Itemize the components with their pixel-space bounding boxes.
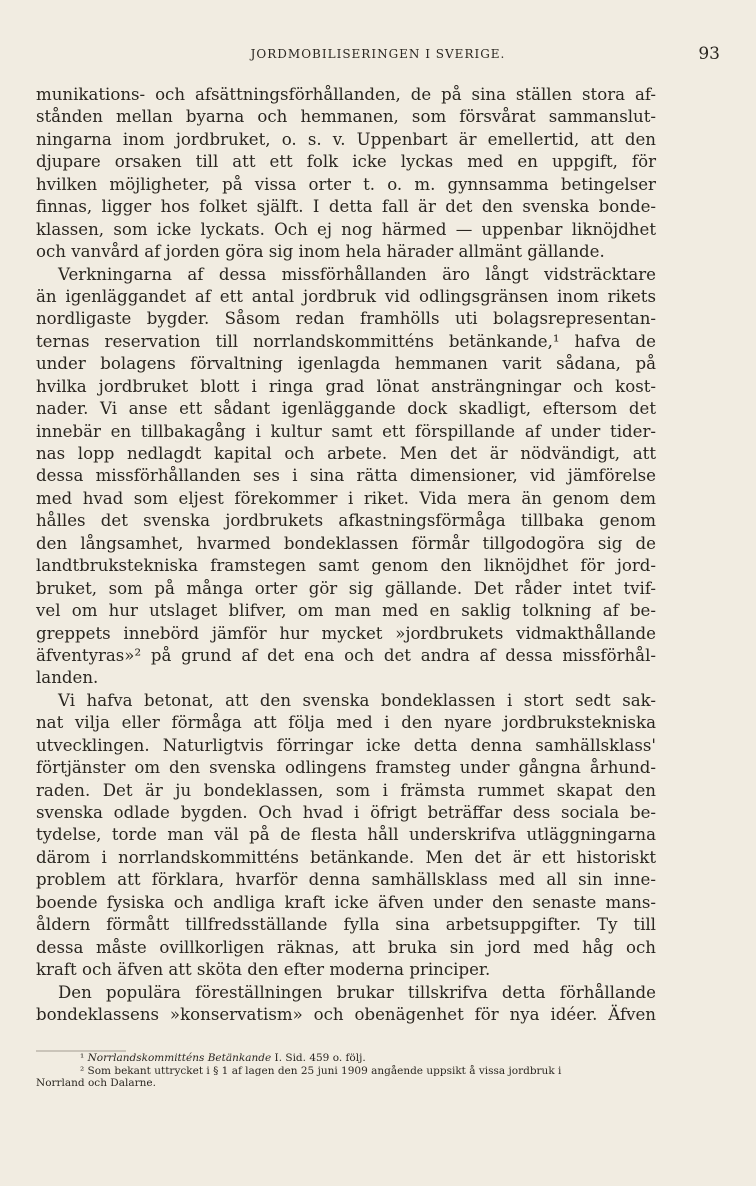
text-line: hålles det svenska jordbrukets afkastningsförmåga tillbaka genom: [36, 511, 656, 531]
footnote-2-line-1: ² Som bekant uttrycket i § 1 af lagen den 25 juni 1909 angående uppsikt å vissa jordbruk i: [80, 1064, 562, 1077]
text-line: dessa måste ovillkorligen räknas, att bruka sin jord med håg och: [36, 937, 656, 957]
body-text: [36, 84, 656, 1026]
text-line: äfventyras»² på grund af det ena och det andra af dessa missförhål-: [36, 645, 656, 665]
text-line: nas lopp nedlagdt kapital och arbete. Men det är nödvändigt, att: [36, 444, 656, 463]
text-line: Vi hafva betonat, att den svenska bondeklassen i stort sedt sak-: [58, 690, 656, 710]
text-line: den långsamhet, hvarmed bondeklassen förmår tillgodogöra sig de: [36, 533, 656, 553]
text-line: landen.: [36, 668, 99, 688]
text-line: finnas, ligger hos folket själft. I detta fall är det den svenska bonde-: [36, 197, 656, 217]
text-line: hvilken möjligheter, på vissa orter t. o. m. gynnsamma betingelser: [36, 174, 656, 194]
text-line: nat vilja eller förmåga att följa med i den nyare jordbrukstekniska: [36, 713, 656, 733]
text-line: ternas reservation till norrlandskommitténs betänkande,¹ hafva de: [36, 331, 656, 351]
text-line: djupare orsaken till att ett folk icke lyckas med en uppgift, för: [36, 152, 656, 172]
footnote-1: [36, 1052, 656, 1065]
footnotes: [36, 1052, 656, 1090]
text-line: än igenläggandet af ett antal jordbruk vid odlingsgränsen inom rikets: [36, 286, 656, 306]
footnote-2-line-2: Norrland och Dalarne.: [36, 1077, 156, 1089]
text-line: nordligaste bygder. Såsom redan framhölls uti bolagsrepresentan-: [36, 309, 656, 329]
text-line: nader. Vi anse ett sådant igenläggande dock skadligt, eftersom det: [36, 399, 656, 419]
text-line: landtbrukstekniska framstegen samt genom den liknöjdhet för jord-: [36, 556, 656, 576]
text-line: stånden mellan byarna och hemmanen, som försvårat sammanslut-: [36, 107, 656, 127]
running-head: JORDMOBILISERINGEN I SVERIGE.: [250, 47, 506, 61]
footnote-1-marker: ¹: [80, 1052, 85, 1064]
text-line: kraft och äfven att sköta den efter moderna principer.: [36, 960, 491, 980]
text-line: raden. Det är ju bondeklassen, som i främsta rummet skapat den: [36, 780, 656, 800]
text-line: innebär en tillbakagång i kultur samt ett förspillande af under tider-: [36, 421, 656, 441]
text-line: tydelse, torde man väl på de flesta håll underskrifva utläggningarna: [36, 825, 656, 845]
text-line: vel om hur utslaget blifver, om man med en saklig tolkning af be-: [36, 601, 656, 621]
text-line: med hvad som eljest förekommer i riket. Vida mera än genom dem: [36, 488, 656, 508]
text-line: hvilka jordbruket blott i ringa grad lönat ansträngningar och kost-: [36, 376, 656, 396]
text-line: utvecklingen. Naturligtvis förringar icke detta denna samhällsklass': [36, 735, 656, 755]
text-line: svenska odlade bygden. Och hvad i öfrigt beträffar dess sociala be-: [36, 803, 656, 822]
text-line: därom i norrlandskommitténs betänkande. Men det är ett historiskt: [36, 847, 656, 867]
footnote-1-title: Norrlandskommitténs Betänkande: [87, 1052, 272, 1064]
page-header: [36, 44, 720, 68]
text-line: munikations- och afsättningsförhållanden, de på sina ställen stora af-: [36, 85, 656, 104]
text-line: förtjänster om den svenska odlingens framsteg under gångna århund-: [36, 758, 656, 778]
page-number: 93: [698, 44, 720, 64]
text-line: problem att förklara, hvarför denna samhällsklass med all sin inne-: [36, 870, 656, 890]
footnote-1-rest: I. Sid. 459 o. följ.: [274, 1052, 366, 1064]
text-line: Verkningarna af dessa missförhållanden äro långt vidsträcktare: [58, 264, 656, 284]
text-line: ningarna inom jordbruket, o. s. v. Uppenbart är emellertid, att den: [36, 129, 656, 149]
text-line: åldern förmått tillfredsställande fylla sina arbetsuppgifter. Ty till: [36, 915, 656, 935]
text-line: och vanvård af jorden göra sig inom hela härader allmänt gällande.: [36, 242, 605, 262]
text-line: klassen, som icke lyckats. Och ej nog härmed — uppenbar liknöjdhet: [36, 219, 656, 239]
text-line: bruket, som på många orter gör sig gällande. Det råder intet tvif-: [36, 578, 656, 598]
text-line: boende fysiska och andliga kraft icke äfven under den senaste mans-: [36, 892, 656, 912]
text-line: Den populära föreställningen brukar tillskrifva detta förhållande: [58, 982, 656, 1002]
text-line: dessa missförhållanden ses i sina rätta dimensioner, vid jämförelse: [36, 466, 656, 486]
text-line: greppets innebörd jämför hur mycket »jordbrukets vidmakthållande: [36, 623, 656, 643]
text-line: under bolagens förvaltning igenlagda hemmanen varit sådana, på: [36, 354, 656, 374]
text-line: bondeklassens »konservatism» och obenägenhet för nya idéer. Äfven: [36, 1004, 656, 1024]
